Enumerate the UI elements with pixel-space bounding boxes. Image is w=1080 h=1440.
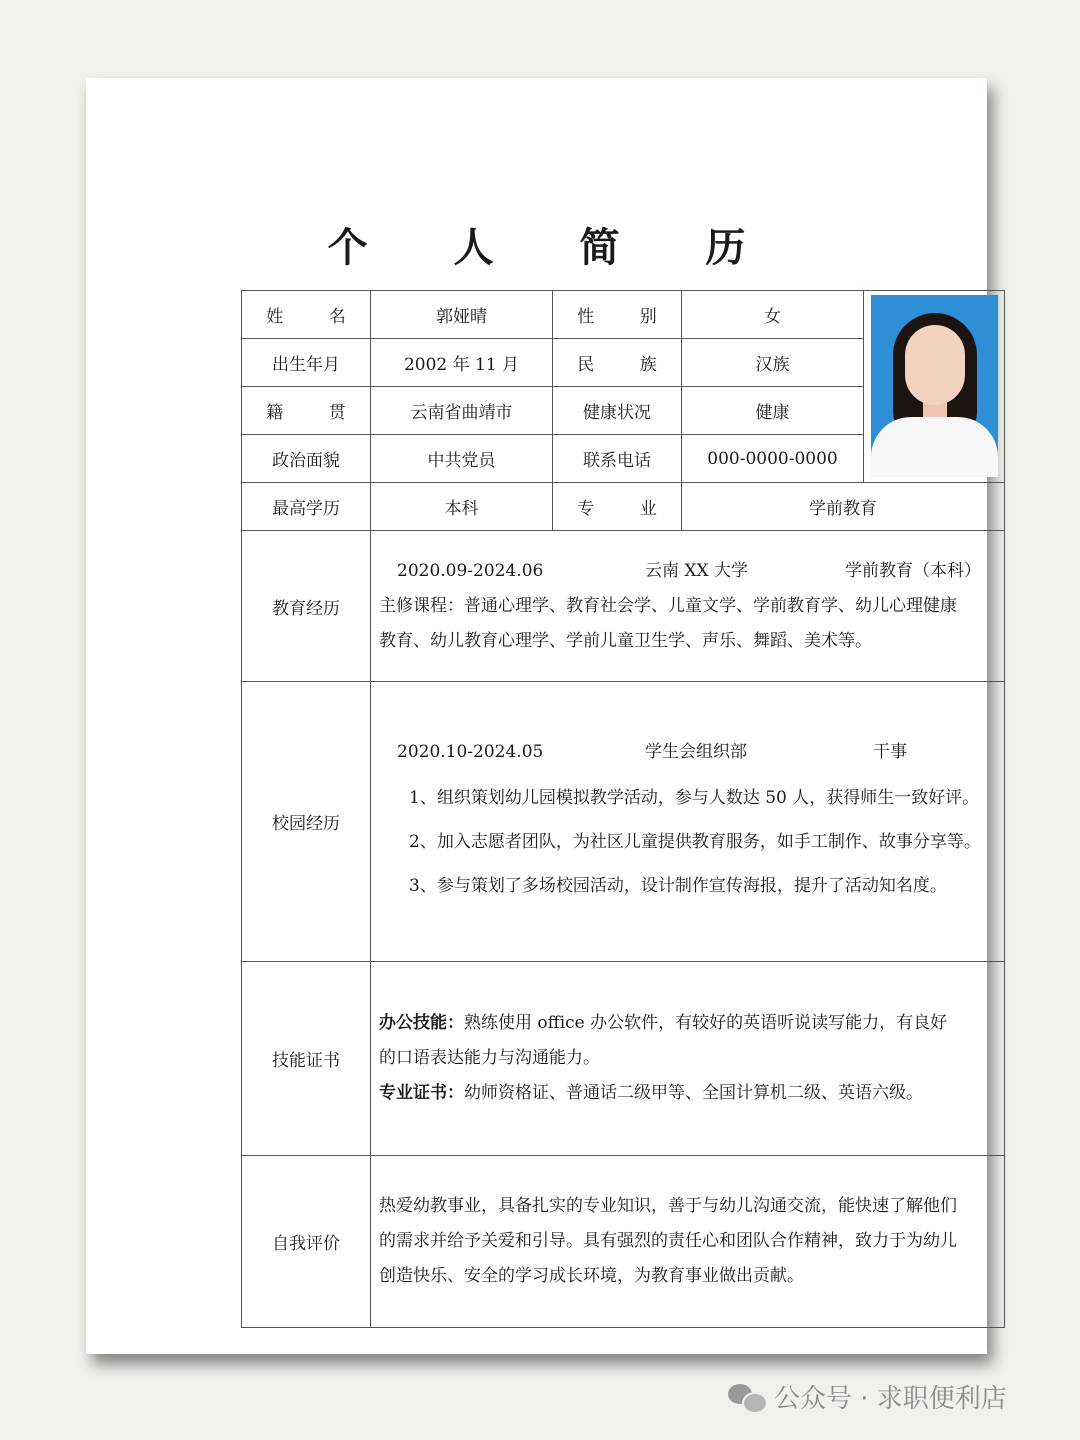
- ethnicity-label: 民 族: [553, 339, 682, 387]
- campus-period: 2020.10-2024.05: [397, 742, 544, 762]
- self-eval-body: [371, 1156, 1005, 1328]
- wechat-icon: [728, 1382, 766, 1412]
- row-campus: [242, 682, 1005, 962]
- birth-label: 出生年月: [242, 339, 371, 387]
- native-value: 云南省曲靖市: [371, 387, 553, 435]
- political-label: 政治面貌: [242, 435, 371, 483]
- campus-header: [379, 735, 996, 770]
- gender-label: 性 别: [553, 291, 682, 339]
- photo-cell: [864, 291, 1005, 483]
- skills-office-line2: 的口语表达能力与沟通能力。: [379, 1048, 600, 1068]
- campus-label: 校园经历: [242, 682, 371, 962]
- cert-text: 幼师资格证、普通话二级甲等、全国计算机二级、英语六级。: [464, 1083, 923, 1103]
- skills-label: 技能证书: [242, 962, 371, 1156]
- phone-value: 000-0000-0000: [682, 435, 864, 483]
- row-degree: [242, 483, 1005, 531]
- row-name: [242, 291, 1005, 339]
- education-program: 学前教育（本科）: [845, 560, 981, 581]
- row-self-eval: [242, 1156, 1005, 1328]
- profile-photo: [871, 295, 998, 477]
- native-label: 籍 贯: [242, 387, 371, 435]
- education-period: 2020.09-2024.06: [397, 560, 544, 581]
- office-text: 熟练使用 office 办公软件，有较好的英语听说读写能力，有良好: [464, 1013, 948, 1033]
- skills-body: [371, 962, 1005, 1156]
- education-header: [379, 554, 996, 589]
- resume-table: [241, 290, 1005, 1328]
- education-body: [371, 531, 1005, 682]
- phone-label: 联系电话: [553, 435, 682, 483]
- self-eval-line1: 热爱幼教事业，具备扎实的专业知识，善于与幼儿沟通交流，能快速了解他们: [379, 1196, 957, 1216]
- page-title: 个 人 简 历: [327, 225, 782, 271]
- campus-role: 干事: [873, 742, 907, 762]
- watermark: [728, 1378, 1007, 1415]
- watermark-text: 公众号 · 求职便利店: [774, 1384, 1007, 1414]
- campus-item: 2、加入志愿者团队，为社区儿童提供教育服务，如手工制作、故事分享等。: [409, 832, 981, 852]
- cert-title: 专业证书：: [379, 1083, 464, 1103]
- health-value: 健康: [682, 387, 864, 435]
- office-title: 办公技能：: [379, 1013, 464, 1033]
- self-eval-line3: 创造快乐、安全的学习成长环境，为教育事业做出贡献。: [379, 1266, 804, 1286]
- self-eval-line2: 的需求并给予关爱和引导。具有强烈的责任心和团队合作精神，致力于为幼儿: [379, 1231, 957, 1251]
- name-value: 郭娅晴: [371, 291, 553, 339]
- health-label: 健康状况: [553, 387, 682, 435]
- skills-cert-line: [379, 1076, 996, 1111]
- ethnicity-value: 汉族: [682, 339, 864, 387]
- education-school: 云南 XX 大学: [645, 560, 749, 581]
- education-label: 教育经历: [242, 531, 371, 682]
- campus-item: 3、参与策划了多场校园活动，设计制作宣传海报，提升了活动知名度。: [409, 876, 947, 896]
- self-eval-label: 自我评价: [242, 1156, 371, 1328]
- row-skills: [242, 962, 1005, 1156]
- skills-office-line1: [379, 1006, 996, 1041]
- campus-org: 学生会组织部: [645, 742, 747, 762]
- political-value: 中共党员: [371, 435, 553, 483]
- campus-item: 1、组织策划幼儿园模拟教学活动，参与人数达 50 人，获得师生一致好评。: [409, 788, 980, 808]
- gender-value: 女: [682, 291, 864, 339]
- education-courses-line1: 主修课程：普通心理学、教育社会学、儿童文学、学前教育学、幼儿心理健康: [379, 595, 957, 616]
- name-label: 姓 名: [242, 291, 371, 339]
- major-label: 专 业: [553, 483, 682, 531]
- birth-value: 2002 年 11 月: [371, 339, 553, 387]
- education-courses-line2: 教育、幼儿教育心理学、学前儿童卫生学、声乐、舞蹈、美术等。: [379, 630, 872, 651]
- major-value: 学前教育: [682, 483, 1005, 531]
- campus-body: [371, 682, 1005, 962]
- degree-value: 本科: [371, 483, 553, 531]
- row-education: [242, 531, 1005, 682]
- resume-sheet: [86, 78, 987, 1354]
- degree-label: 最高学历: [242, 483, 371, 531]
